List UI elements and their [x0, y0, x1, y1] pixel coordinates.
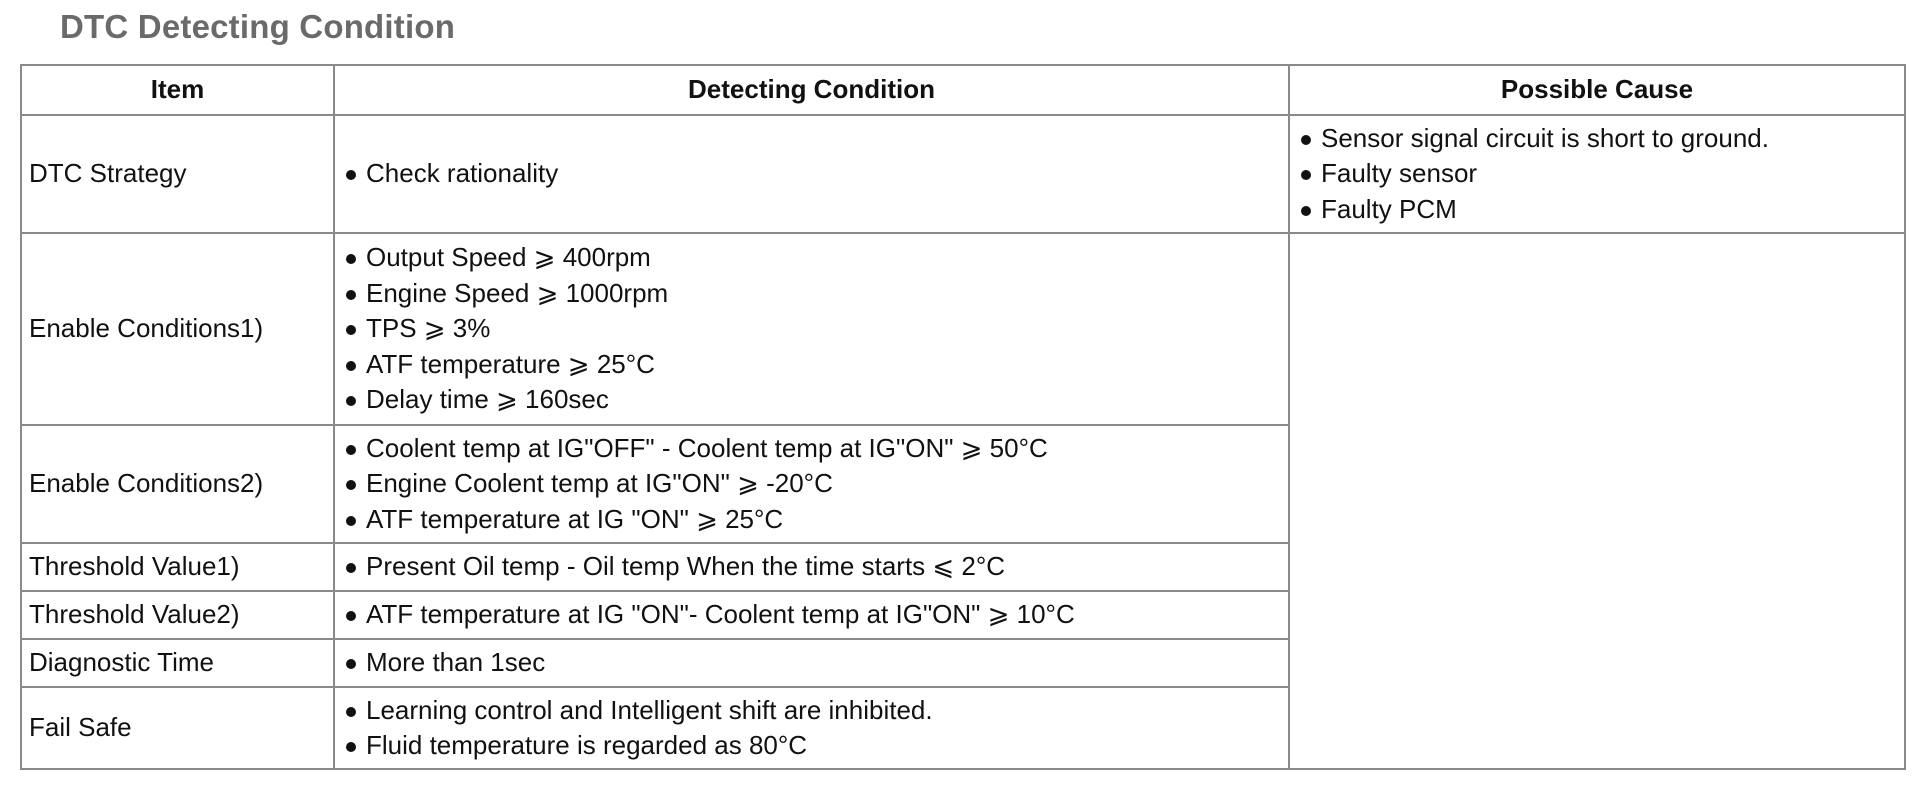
item-cell: Fail Safe	[21, 687, 334, 769]
condition-list	[342, 641, 1281, 685]
empty-cause-cell	[1289, 233, 1905, 769]
cause-list	[1297, 117, 1897, 232]
condition-cell	[334, 233, 1289, 425]
table-header-row	[21, 65, 1905, 115]
condition-list	[342, 689, 1281, 768]
condition-item: Engine Coolent temp at IG"ON" ⩾ -20°C	[342, 466, 1281, 502]
header-detecting-condition: Detecting Condition	[334, 65, 1289, 115]
item-cell: Threshold Value2)	[21, 591, 334, 639]
cause-item: Sensor signal circuit is short to ground.	[1297, 121, 1897, 157]
condition-list	[342, 427, 1281, 542]
item-cell: DTC Strategy	[21, 115, 334, 233]
condition-item: ATF temperature at IG "ON" ⩾ 25°C	[342, 502, 1281, 538]
condition-item: TPS ⩾ 3%	[342, 311, 1281, 347]
condition-item: Fluid temperature is regarded as 80°C	[342, 728, 1281, 764]
header-possible-cause: Possible Cause	[1289, 65, 1905, 115]
condition-item: Delay time ⩾ 160sec	[342, 382, 1281, 418]
dtc-table	[20, 64, 1906, 770]
condition-list	[342, 152, 1281, 196]
item-cell: Threshold Value1)	[21, 543, 334, 591]
condition-cell	[334, 115, 1289, 233]
condition-list	[342, 545, 1281, 589]
condition-item: More than 1sec	[342, 645, 1281, 681]
condition-list	[342, 593, 1281, 637]
condition-cell	[334, 687, 1289, 769]
table-row	[21, 233, 1905, 425]
condition-cell	[334, 425, 1289, 543]
condition-item: ATF temperature at IG "ON"- Coolent temp at IG"ON" ⩾ 10°C	[342, 597, 1281, 633]
item-cell: Enable Conditions2)	[21, 425, 334, 543]
condition-item: ATF temperature ⩾ 25°C	[342, 347, 1281, 383]
condition-cell	[334, 639, 1289, 687]
condition-item: Check rationality	[342, 156, 1281, 192]
condition-item: Engine Speed ⩾ 1000rpm	[342, 276, 1281, 312]
condition-list	[342, 236, 1281, 422]
cause-item: Faulty PCM	[1297, 192, 1897, 228]
cause-item: Faulty sensor	[1297, 156, 1897, 192]
condition-cell	[334, 591, 1289, 639]
condition-cell	[334, 543, 1289, 591]
header-item: Item	[21, 65, 334, 115]
item-cell: Diagnostic Time	[21, 639, 334, 687]
condition-item: Present Oil temp - Oil temp When the time starts ⩽ 2°C	[342, 549, 1281, 585]
table-row	[21, 115, 1905, 233]
possible-cause-cell	[1289, 115, 1905, 233]
condition-item: Output Speed ⩾ 400rpm	[342, 240, 1281, 276]
item-cell: Enable Conditions1)	[21, 233, 334, 425]
condition-item: Coolent temp at IG"OFF" - Coolent temp at IG"ON" ⩾ 50°C	[342, 431, 1281, 467]
condition-item: Learning control and Intelligent shift are inhibited.	[342, 693, 1281, 729]
page-title: DTC Detecting Condition	[60, 8, 456, 45]
